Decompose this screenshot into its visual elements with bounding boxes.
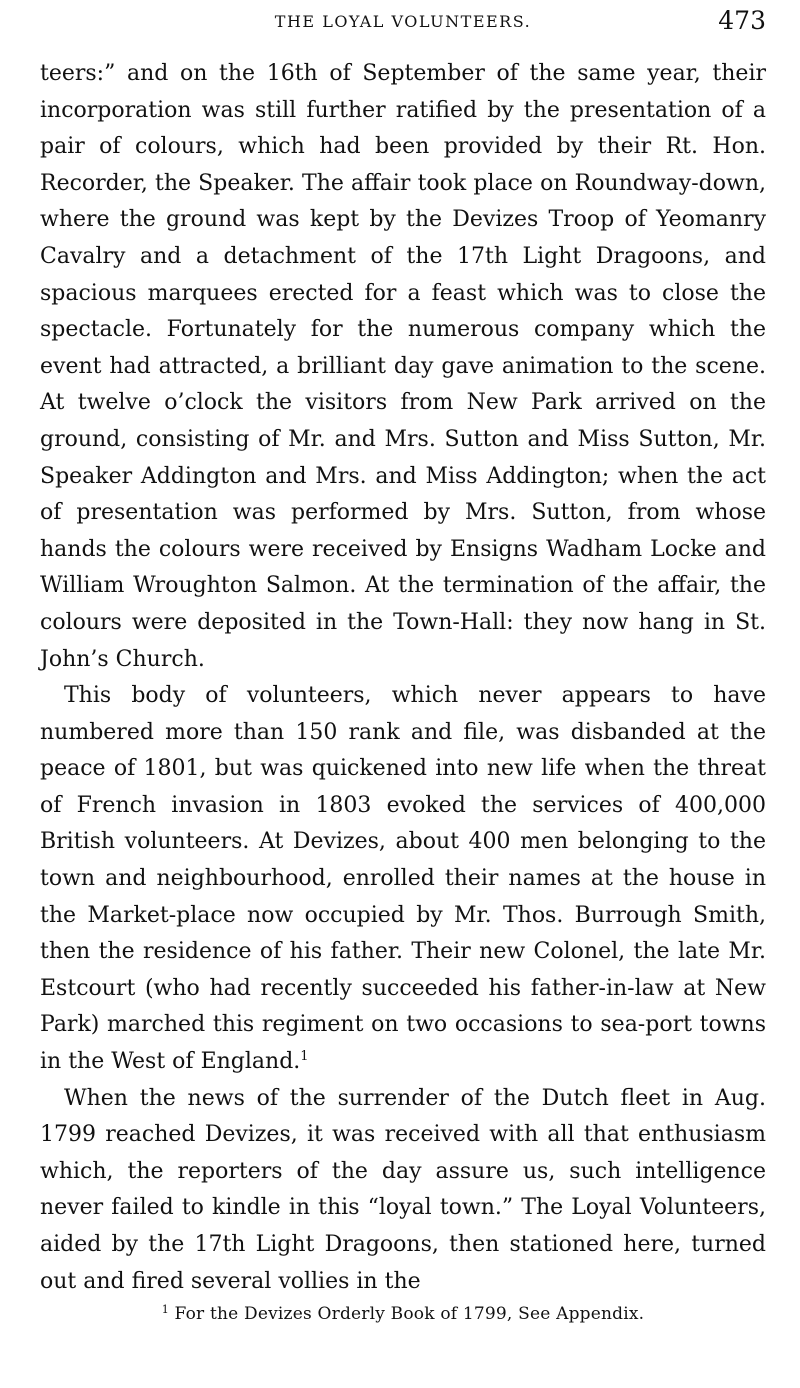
page-number: 473	[718, 6, 766, 35]
body-text	[40, 56, 766, 1300]
page-header	[40, 6, 766, 40]
paragraph-text: teers:” and on the 16th of September of the same year, their incorporation was still further ratified by the presentation of a pair of colours, which had been provided by their Rt. Hon. Recorder, the Speaker. The affair took place on Roundway-down, where the ground was kept by the Devizes Troop of Yeomanry Cavalry and a detachment of the 17th Light Dragoons, and spacious marquees erected for a feast which was to close the spectacle. Fortunately for the numerous company which the event had attracted, a brilliant day gave animation to the scene. At twelve o’clock the visitors from New Park arrived on the ground, consisting of Mr. and Mrs. Sutton and Miss Sutton, Mr. Speaker Addington and Mrs. and Miss Addington; when the act of presentation was performed by Mrs. Sutton, from whose hands the colours were received by Ensigns Wadham Locke and William Wroughton Salmon. At the termination of the affair, the colours were deposited in the Town-Hall: they now hang in St. John’s Church.	[40, 61, 766, 672]
paragraph-text: This body of volunteers, which never appears to have numbered more than 150 rank and file, was disbanded at the peace of 1801, but was quickened into new life when the threat of French invasion in 1803 evoked the services of 400,000 British volunteers. At Devizes, about 400 men belonging to the town and neighbourhood, enrolled their names at the house in the Market-place now occupied by Mr. Thos. Burrough Smith, then the residence of his father. Their new Colonel, the late Mr. Estcourt (who had recently succeeded his father-in-law at New Park) marched this regiment on two occasions to sea-port towns in the West of England.	[40, 683, 766, 1075]
running-title: THE LOYAL VOLUNTEERS.	[274, 12, 532, 31]
footnote-reference: 1	[300, 1049, 309, 1065]
paragraph-dutch-fleet	[40, 1081, 766, 1301]
book-page	[40, 0, 766, 1388]
footnote-text: For the Devizes Orderly Book of 1799, See Appendix.	[174, 1304, 645, 1324]
footnote	[40, 1304, 766, 1324]
paragraph-text: When the news of the surrender of the Dutch fleet in Aug. 1799 reached Devizes, it was received with all that enthusiasm which, the reporters of the day assure us, such intelligence never failed to kindle in this “loyal town.” The Loyal Volunteers, aided by the 17th Light Dragoons, then stationed here, turned out and fired several vollies in the	[40, 1085, 766, 1294]
paragraph-continuation	[40, 56, 766, 678]
paragraph-volunteers-history	[40, 678, 766, 1081]
footnote-marker: 1	[161, 1303, 169, 1316]
